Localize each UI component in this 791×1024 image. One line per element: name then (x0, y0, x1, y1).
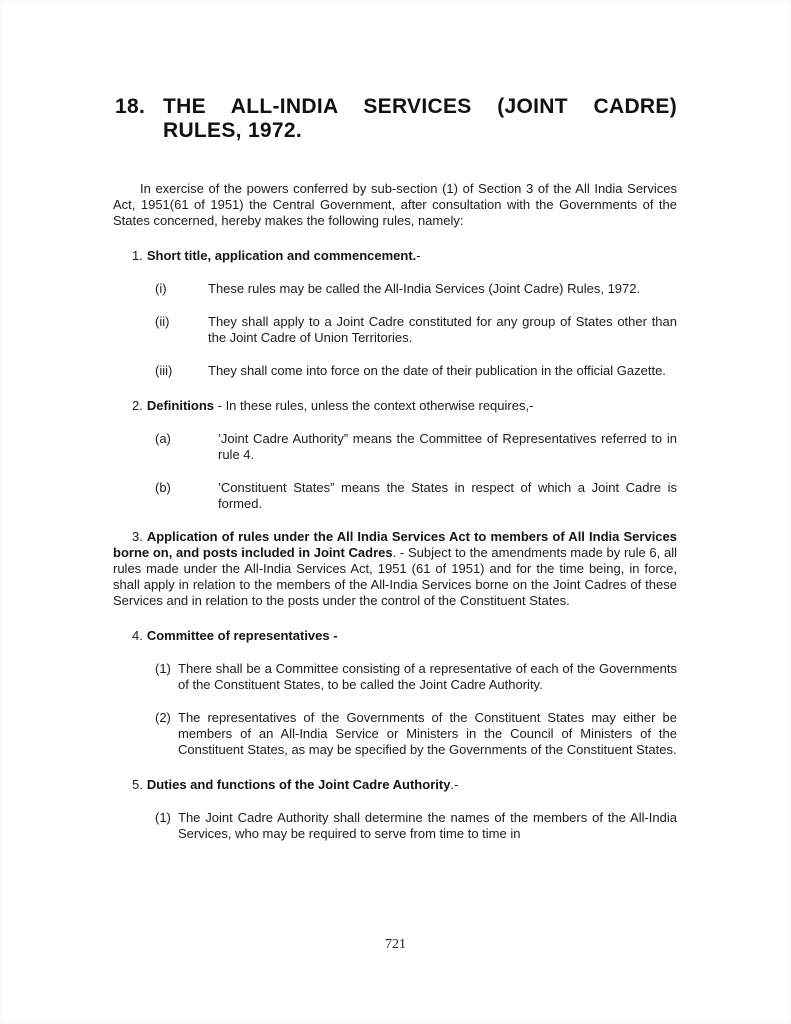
list-item-label: (iii) (155, 363, 173, 378)
list-item (113, 810, 677, 842)
section-heading-bold: Committee of representatives - (146, 628, 338, 643)
section-heading-bold: Short title, application and commencement. (146, 248, 417, 263)
list-item (113, 314, 677, 346)
list-item-text: They shall come into force on the date of their publication in the official Gazette. (208, 363, 666, 378)
section-heading-tail: - (416, 248, 421, 263)
list-item (113, 363, 677, 379)
section-2-heading (132, 398, 677, 414)
list-item-label: (ii) (155, 314, 170, 329)
list-item (113, 480, 677, 512)
document-content (113, 0, 677, 842)
list-item-text: The representatives of the Governments of the Constituent States may either be members of an All-India Service or Ministers in the Council of Ministers of the Constituent States, as may be specified by the Governments of the Constituent States. (178, 710, 677, 757)
list-item-text: They shall apply to a Joint Cadre constituted for any group of States other than the Joint Cadre of Union Territories. (208, 314, 677, 345)
section-number: 1. (132, 248, 143, 263)
list-item (113, 710, 677, 758)
section-5-heading (132, 777, 677, 793)
section-heading-tail: .- (450, 777, 459, 792)
list-item-label: (a) (155, 431, 171, 446)
title-text (163, 95, 677, 143)
list-item-text: The Joint Cadre Authority shall determine the names of the members of the All-India Services, who may be required to serve from time to time in (178, 810, 677, 841)
title-line-2: RULES, 1972. (163, 119, 302, 142)
section-heading-bold: Application of rules under the All India Services Act to members of All India Services borne on, and posts included in Joint Cadres (113, 529, 677, 560)
section-number: 3. (132, 529, 143, 544)
list-item-label: (1) (155, 661, 171, 676)
section-body-text: . - Subject to the amendments made by rule 6, all rules made under the All-India Services Act, 1951 (61 of 1951) and for the time being, in force, shall apply in relation to the members of the All-India Services borne on the Joint Cadres of these Services and in relation to the posts under the control of the Constituent States. (113, 545, 677, 608)
section-heading-tail: - In these rules, unless the context otherwise requires,- (214, 398, 534, 413)
section-3-paragraph (113, 529, 677, 609)
intro-paragraph: In exercise of the powers conferred by sub-section (1) of Section 3 of the All India Services Act, 1951(61 of 1951) the Central Government, after consultation with the Governments of the States concerned, hereby makes the following rules, namely: (113, 181, 677, 228)
section-number: 2. (132, 398, 143, 413)
list-item-label: (b) (155, 480, 171, 495)
section-number: 5. (132, 777, 143, 792)
section-heading-bold: Duties and functions of the Joint Cadre Authority (146, 777, 451, 792)
document-title (115, 95, 677, 143)
list-item (113, 431, 677, 463)
section-number: 4. (132, 628, 143, 643)
list-item-label: (2) (155, 710, 171, 725)
list-item-label: (i) (155, 281, 167, 296)
section-4-heading (132, 628, 677, 644)
list-item-text: These rules may be called the All-India Services (Joint Cadre) Rules, 1972. (208, 281, 641, 296)
title-line-1: THE ALL-INDIA SERVICES (JOINT CADRE) (163, 95, 677, 118)
list-item-label: (1) (155, 810, 171, 825)
page-number: 721 (385, 937, 406, 952)
list-item-text: There shall be a Committee consisting of a representative of each of the Governments of the Constituent States, to be called the Joint Cadre Authority. (178, 661, 677, 692)
list-item-text: ’Constituent States” means the States in respect of which a Joint Cadre is formed. (218, 480, 677, 511)
section-1-heading (132, 248, 677, 264)
list-item (113, 281, 677, 297)
list-item-text: ’Joint Cadre Authority” means the Committee of Representatives referred to in rule 4. (218, 431, 677, 462)
section-heading-bold: Definitions (146, 398, 215, 413)
list-item (113, 661, 677, 693)
title-chapter-number: 18. (115, 95, 146, 118)
